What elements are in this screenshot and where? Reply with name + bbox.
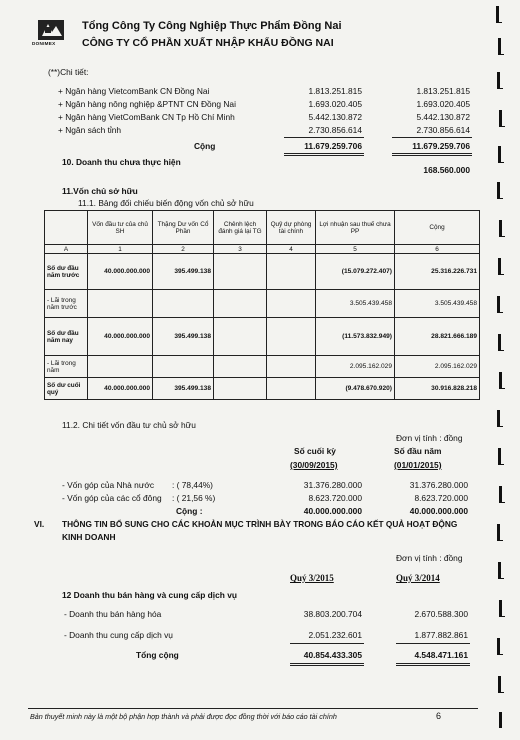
cell-capital bbox=[88, 356, 153, 378]
cell-reserve bbox=[267, 378, 316, 400]
table-row bbox=[45, 378, 480, 400]
detail-total-begin: 11.679.259.706 bbox=[412, 141, 470, 151]
table-row bbox=[45, 290, 480, 318]
cell-total: 2.095.162.029 bbox=[395, 356, 480, 378]
cell-fx-diff bbox=[214, 356, 267, 378]
company-name: CÔNG TY CỔ PHẦN XUẤT NHẬP KHẨU ĐỒNG NAI bbox=[82, 37, 334, 49]
revenue-total-2015: 40.854.433.305 bbox=[303, 650, 362, 660]
table-row bbox=[45, 356, 480, 378]
binding-mark bbox=[498, 562, 501, 578]
binding-mark bbox=[497, 182, 500, 198]
section112-title: 11.2. Chi tiết vốn đầu tư chủ sở hữu bbox=[62, 420, 196, 430]
table-row bbox=[45, 254, 480, 290]
detail-row-begin: 1.813.251.815 bbox=[416, 86, 470, 96]
cell-capital: 40.000.000.000 bbox=[88, 378, 153, 400]
revenue-total-label: Tổng cộng bbox=[136, 650, 179, 660]
cell-retained: (11.573.832.949) bbox=[316, 318, 395, 356]
detail-total-rule bbox=[284, 153, 364, 156]
section11-title: 11.Vốn chủ sở hữu bbox=[62, 186, 138, 196]
cell-capital bbox=[88, 290, 153, 318]
binding-mark bbox=[498, 676, 501, 692]
cell-share-premium: 395.499.138 bbox=[153, 378, 214, 400]
cell-retained: (15.079.272.407) bbox=[316, 254, 395, 290]
binding-mark bbox=[498, 448, 501, 464]
section112-col1-date: (30/09/2015) bbox=[290, 460, 338, 470]
detail-row-end: 1.693.020.405 bbox=[308, 99, 362, 109]
detail-sum-rule bbox=[392, 137, 472, 138]
detail-row-label: + Ngân hàng VietcomBank CN Đồng Nai bbox=[58, 86, 210, 96]
revenue-total-rule bbox=[290, 663, 364, 666]
section6-title-line1: THÔNG TIN BỔ SUNG CHO CÁC KHOẢN MỤC TRÌNH BÀY TRONG BÁO CÁO KẾT QUẢ HOẠT ĐỘNG bbox=[62, 519, 458, 529]
revenue-total-2014: 4.548.471.161 bbox=[414, 650, 468, 660]
section10-label: 10. Doanh thu chưa thực hiện bbox=[62, 157, 181, 167]
capital-row-pct: : ( 21,56 %) bbox=[172, 493, 216, 503]
binding-mark bbox=[499, 486, 502, 502]
capital-total-end: 40.000.000.000 bbox=[303, 506, 362, 516]
table-index-cell: A bbox=[45, 245, 88, 254]
capital-row-label: - Vốn góp của Nhà nước bbox=[62, 480, 155, 490]
cell-reserve bbox=[267, 254, 316, 290]
detail-total-end: 11.679.259.706 bbox=[304, 141, 362, 151]
capital-row-end: 31.376.280.000 bbox=[303, 480, 362, 490]
capital-row-pct: : ( 78,44%) bbox=[172, 480, 213, 490]
section6-col2: Quý 3/2014 bbox=[396, 573, 440, 583]
cell-total: 25.316.226.731 bbox=[395, 254, 480, 290]
table-header-cell bbox=[45, 211, 88, 245]
cell-share-premium: 395.499.138 bbox=[153, 318, 214, 356]
binding-mark bbox=[498, 258, 501, 274]
cell-share-premium bbox=[153, 290, 214, 318]
revenue-row-q2015: 2.051.232.601 bbox=[308, 630, 362, 640]
cell-total: 28.821.666.189 bbox=[395, 318, 480, 356]
cell-capital: 40.000.000.000 bbox=[88, 318, 153, 356]
revenue-row-label: - Doanh thu bán hàng hóa bbox=[64, 609, 162, 619]
detail-row-end: 2.730.856.614 bbox=[308, 125, 362, 135]
detail-row-begin: 5.442.130.872 bbox=[416, 112, 470, 122]
table-row bbox=[45, 318, 480, 356]
binding-mark bbox=[499, 600, 502, 616]
table-index-cell: 6 bbox=[395, 245, 480, 254]
detail-row-end: 5.442.130.872 bbox=[308, 112, 362, 122]
detail-title: (**)Chi tiết: bbox=[48, 67, 89, 77]
detail-total-rule bbox=[392, 153, 472, 156]
section11-subtitle: 11.1. Bảng đối chiếu biến động vốn chủ sở hữu bbox=[78, 198, 254, 208]
equity-reconciliation-table bbox=[44, 210, 480, 400]
detail-row-begin: 2.730.856.614 bbox=[416, 125, 470, 135]
cell-retained: 2.095.162.029 bbox=[316, 356, 395, 378]
capital-total-begin: 40.000.000.000 bbox=[409, 506, 468, 516]
cell-share-premium: 395.499.138 bbox=[153, 254, 214, 290]
table-header-cell: Lợi nhuận sau thuế chưa PP bbox=[316, 211, 395, 245]
section112-col2-date: (01/01/2015) bbox=[394, 460, 442, 470]
binding-mark bbox=[497, 72, 500, 88]
revenue-row-label: - Doanh thu cung cấp dịch vụ bbox=[64, 630, 173, 640]
row-label: - Lãi trong năm trước bbox=[45, 290, 88, 318]
cell-retained: (9.478.670.920) bbox=[316, 378, 395, 400]
footer-rule bbox=[28, 708, 478, 709]
cell-share-premium bbox=[153, 356, 214, 378]
capital-row-begin: 31.376.280.000 bbox=[409, 480, 468, 490]
table-index-cell: 3 bbox=[214, 245, 267, 254]
revenue-sum-rule bbox=[396, 643, 470, 644]
table-header-cell: Vốn đầu tư của chủ SH bbox=[88, 211, 153, 245]
section112-col2-title: Số đầu năm bbox=[394, 446, 442, 456]
capital-row-label: - Vốn góp của các cổ đông bbox=[62, 493, 162, 503]
page-number: 6 bbox=[436, 711, 442, 721]
section10-value: 168.560.000 bbox=[423, 165, 470, 175]
section6-roman: VI. bbox=[34, 519, 45, 529]
detail-row-end: 1.813.251.815 bbox=[308, 86, 362, 96]
binding-mark bbox=[498, 334, 501, 350]
cell-capital: 40.000.000.000 bbox=[88, 254, 153, 290]
revenue-total-rule bbox=[396, 663, 470, 666]
binding-mark bbox=[498, 146, 501, 162]
table-index-cell: 1 bbox=[88, 245, 153, 254]
row-label: Số dư đầu năm trước bbox=[45, 254, 88, 290]
detail-total-label: Cộng bbox=[194, 141, 216, 151]
table-index-cell: 5 bbox=[316, 245, 395, 254]
footer-note: Bản thuyết minh này là một bộ phận hợp thành và phải được đọc đồng thời với báo cáo tài chính bbox=[30, 712, 337, 721]
table-index-cell: 4 bbox=[267, 245, 316, 254]
capital-row-end: 8.623.720.000 bbox=[308, 493, 362, 503]
cell-retained: 3.505.439.458 bbox=[316, 290, 395, 318]
section112-col1-title: Số cuối kỳ bbox=[294, 446, 336, 456]
binding-mark bbox=[499, 110, 502, 126]
binding-mark bbox=[496, 6, 499, 22]
binding-mark bbox=[497, 410, 500, 426]
detail-row-begin: 1.693.020.405 bbox=[416, 99, 470, 109]
binding-mark bbox=[499, 712, 502, 728]
cell-reserve bbox=[267, 318, 316, 356]
detail-row-label: + Ngân hàng nông nghiệp &PTNT CN Đồng Nai bbox=[58, 99, 236, 109]
capital-row-begin: 8.623.720.000 bbox=[414, 493, 468, 503]
binding-mark bbox=[499, 372, 502, 388]
row-label: Số dư đầu năm nay bbox=[45, 318, 88, 356]
row-label: - Lãi trong năm bbox=[45, 356, 88, 378]
binding-mark bbox=[497, 638, 500, 654]
section6-col1: Quý 3/2015 bbox=[290, 573, 334, 583]
detail-row-label: + Ngân hàng VietComBank CN Tp Hồ Chí Minh bbox=[58, 112, 235, 122]
table-header-cell: Thặng Dư vốn Cổ Phần bbox=[153, 211, 214, 245]
binding-mark bbox=[497, 524, 500, 540]
section12-title: 12 Doanh thu bán hàng và cung cấp dịch vụ bbox=[62, 590, 237, 600]
cell-reserve bbox=[267, 290, 316, 318]
binding-marks bbox=[488, 0, 520, 740]
revenue-row-q2015: 38.803.200.704 bbox=[303, 609, 362, 619]
table-header-cell: Quỹ dự phòng tài chính bbox=[267, 211, 316, 245]
section6-unit: Đơn vị tính : đồng bbox=[396, 553, 463, 563]
detail-row-label: + Ngân sách tỉnh bbox=[58, 125, 122, 135]
revenue-row-q2014: 2.670.588.300 bbox=[414, 609, 468, 619]
cell-fx-diff bbox=[214, 318, 267, 356]
table-header-cell: Cộng bbox=[395, 211, 480, 245]
row-label: Số dư cuối quý bbox=[45, 378, 88, 400]
logo-text: DONIMEX bbox=[32, 41, 56, 46]
cell-reserve bbox=[267, 356, 316, 378]
cell-fx-diff bbox=[214, 254, 267, 290]
table-header-cell: Chênh lệch đánh giá lại TG bbox=[214, 211, 267, 245]
cell-fx-diff bbox=[214, 378, 267, 400]
binding-mark bbox=[499, 220, 502, 236]
revenue-sum-rule bbox=[290, 643, 364, 644]
group-name: Tổng Công Ty Công Nghiệp Thực Phẩm Đồng Nai bbox=[82, 20, 342, 32]
binding-mark bbox=[497, 296, 500, 312]
detail-sum-rule bbox=[284, 137, 364, 138]
table-index-cell: 2 bbox=[153, 245, 214, 254]
binding-mark bbox=[498, 38, 501, 54]
cell-total: 3.505.439.458 bbox=[395, 290, 480, 318]
capital-total-label: Cộng : bbox=[176, 506, 203, 516]
cell-total: 30.916.828.218 bbox=[395, 378, 480, 400]
cell-fx-diff bbox=[214, 290, 267, 318]
section112-unit: Đơn vị tính : đồng bbox=[396, 433, 463, 443]
section6-title-line2: KINH DOANH bbox=[62, 532, 116, 542]
revenue-row-q2014: 1.877.882.861 bbox=[414, 630, 468, 640]
